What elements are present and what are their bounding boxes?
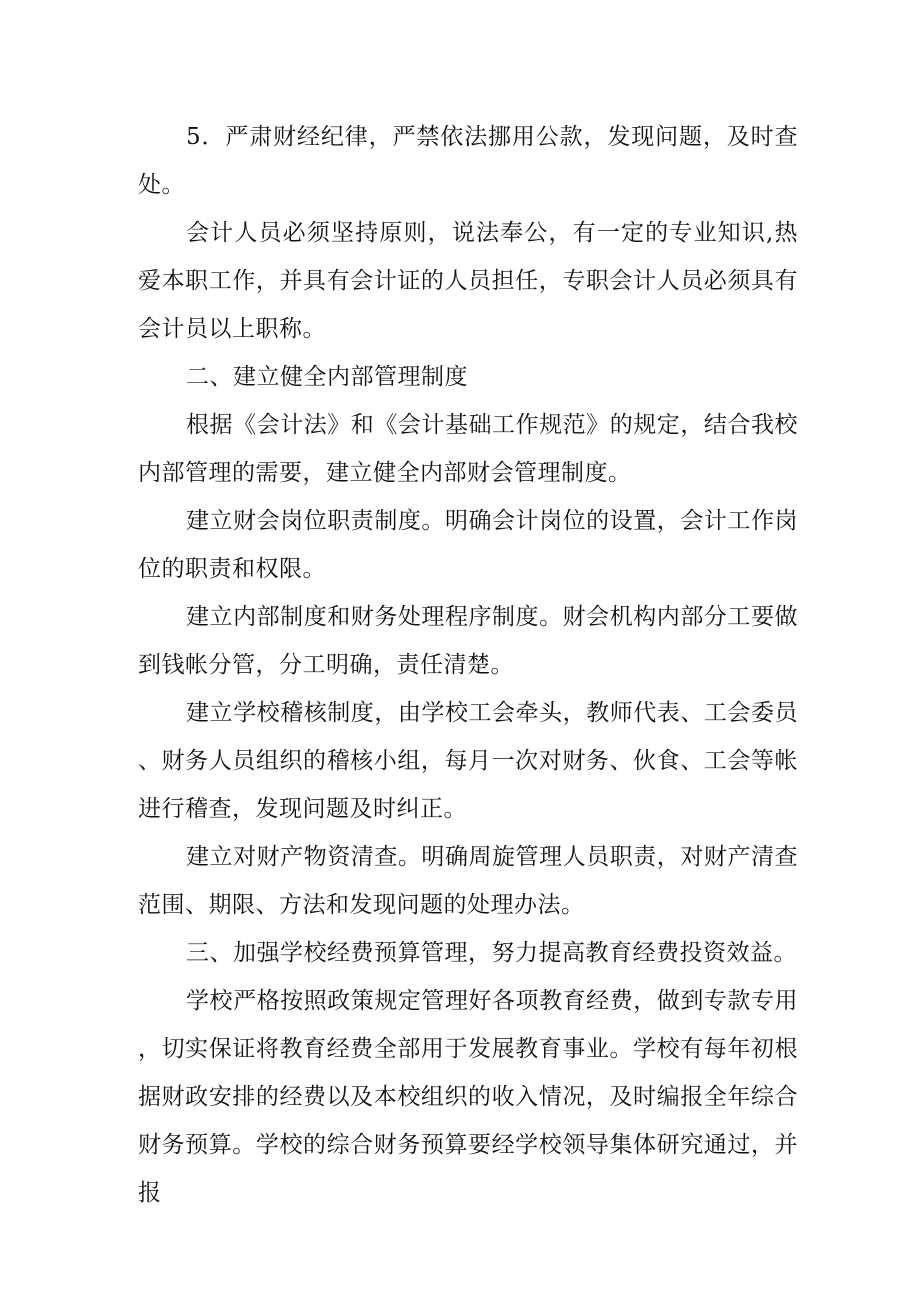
paragraph-internal-procedure: 建立内部制度和财务处理程序制度。财会机构内部分工要做到钱帐分管，分工明确，责任清楚。 [138, 604, 798, 678]
section-heading-budget-management: 三、加强学校经费预算管理，努力提高教育经费投资效益。 [186, 940, 797, 966]
document-body [138, 113, 798, 1217]
section-heading-internal-management: 二、建立健全内部管理制度 [186, 364, 468, 390]
paragraph-discipline: 5．严肃财经纪律，严禁依法挪用公款，发现问题，及时查处。 [138, 124, 798, 198]
paragraph-accountant-requirements: 会计人员必须坚持原则，说法奉公，有一定的专业知识,热爱本职工作，并具有会计证的人员担任，专职会计人员必须具有会计员以上职称。 [138, 220, 798, 342]
paragraph-accounting-law: 根据《会计法》和《会计基础工作规范》的规定，结合我校内部管理的需要，建立健全内部财会管理制度。 [138, 412, 798, 486]
paragraph-asset-inventory: 建立对财产物资清查。明确周旋管理人员职责，对财产清查范围、期限、方法和发现问题的处理办法。 [138, 844, 798, 918]
paragraph-audit-system: 建立学校稽核制度，由学校工会牵头，教师代表、工会委员、财务人员组织的稽核小组，每月一次对财务、伙食、工会等帐进行稽查，发现问题及时纠正。 [138, 700, 798, 822]
paragraph-budget-details: 学校严格按照政策规定管理好各项教育经费，做到专款专用，切实保证将教育经费全部用于发展教育事业。学校有每年初根据财政安排的经费以及本校组织的收入情况，及时编报全年综合财务预算。学校的综合财务预算要经学校领导集体研究通过，并报 [138, 988, 798, 1206]
paragraph-post-responsibility: 建立财会岗位职责制度。明确会计岗位的设置，会计工作岗位的职责和权限。 [138, 508, 798, 582]
